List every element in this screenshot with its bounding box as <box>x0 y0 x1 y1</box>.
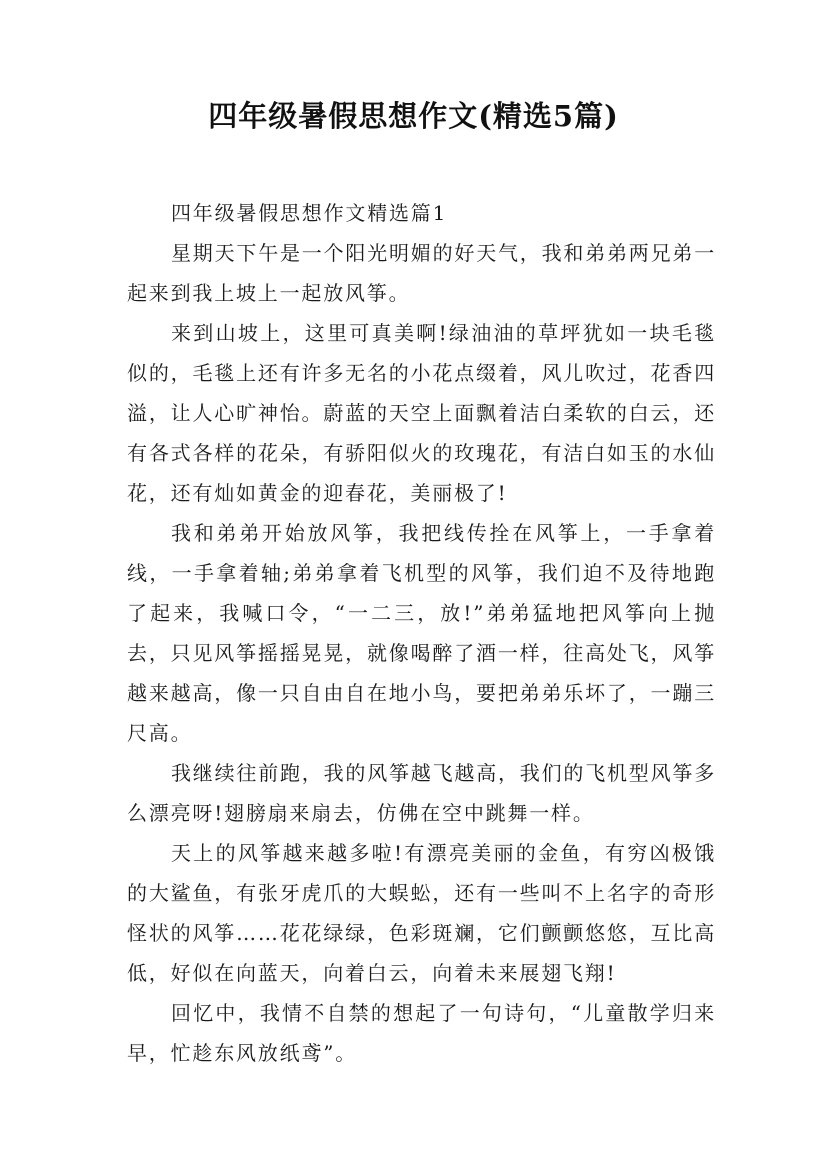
section-heading: 四年级暑假思想作文精选篇1 <box>171 201 448 225</box>
document-title: 四年级暑假思想作文(精选5篇) <box>208 99 619 133</box>
paragraph-1: 星期天下午是一个阳光明媚的好天气，我和弟弟两兄弟一起来到我上坡上一起放风筝。 <box>127 241 716 305</box>
paragraph-4: 我继续往前跑，我的风筝越飞越高，我们的飞机型风筝多么漂亮呀!翅膀扇来扇去，仿佛在空中跳舞一样。 <box>127 761 716 825</box>
paragraph-2: 来到山坡上，这里可真美啊!绿油油的草坪犹如一块毛毯似的，毛毯上还有许多无名的小花点缀着，风儿吹过，花香四溢，让人心旷神怡。蔚蓝的天空上面飘着洁白柔软的白云，还有各式各样的花朵，有骄阳似火的玫瑰花，有洁白如玉的水仙花，还有灿如黄金的迎春花，美丽极了! <box>127 321 716 505</box>
document-body <box>127 193 716 1073</box>
paragraph-5: 天上的风筝越来越多啦!有漂亮美丽的金鱼，有穷凶极饿的大鲨鱼，有张牙虎爪的大蜈蚣，还有一些叫不上名字的奇形怪状的风筝……花花绿绿，色彩斑斓，它们颤颤悠悠，互比高低，好似在向蓝天，向着白云，向着未来展翅飞翔! <box>127 841 716 985</box>
paragraph-3: 我和弟弟开始放风筝，我把线传拴在风筝上，一手拿着线，一手拿着轴;弟弟拿着飞机型的风筝，我们迫不及待地跑了起来，我喊口令，“一二三，放!”弟弟猛地把风筝向上抛去，只见风筝摇摇晃晃，就像喝醉了酒一样，往高处飞，风筝越来越高，像一只自由自在地小鸟，要把弟弟乐坏了，一蹦三尺高。 <box>127 521 716 745</box>
paragraph-6: 回忆中，我情不自禁的想起了一句诗句，“儿童散学归来早，忙趁东风放纸鸢”。 <box>127 1001 716 1065</box>
